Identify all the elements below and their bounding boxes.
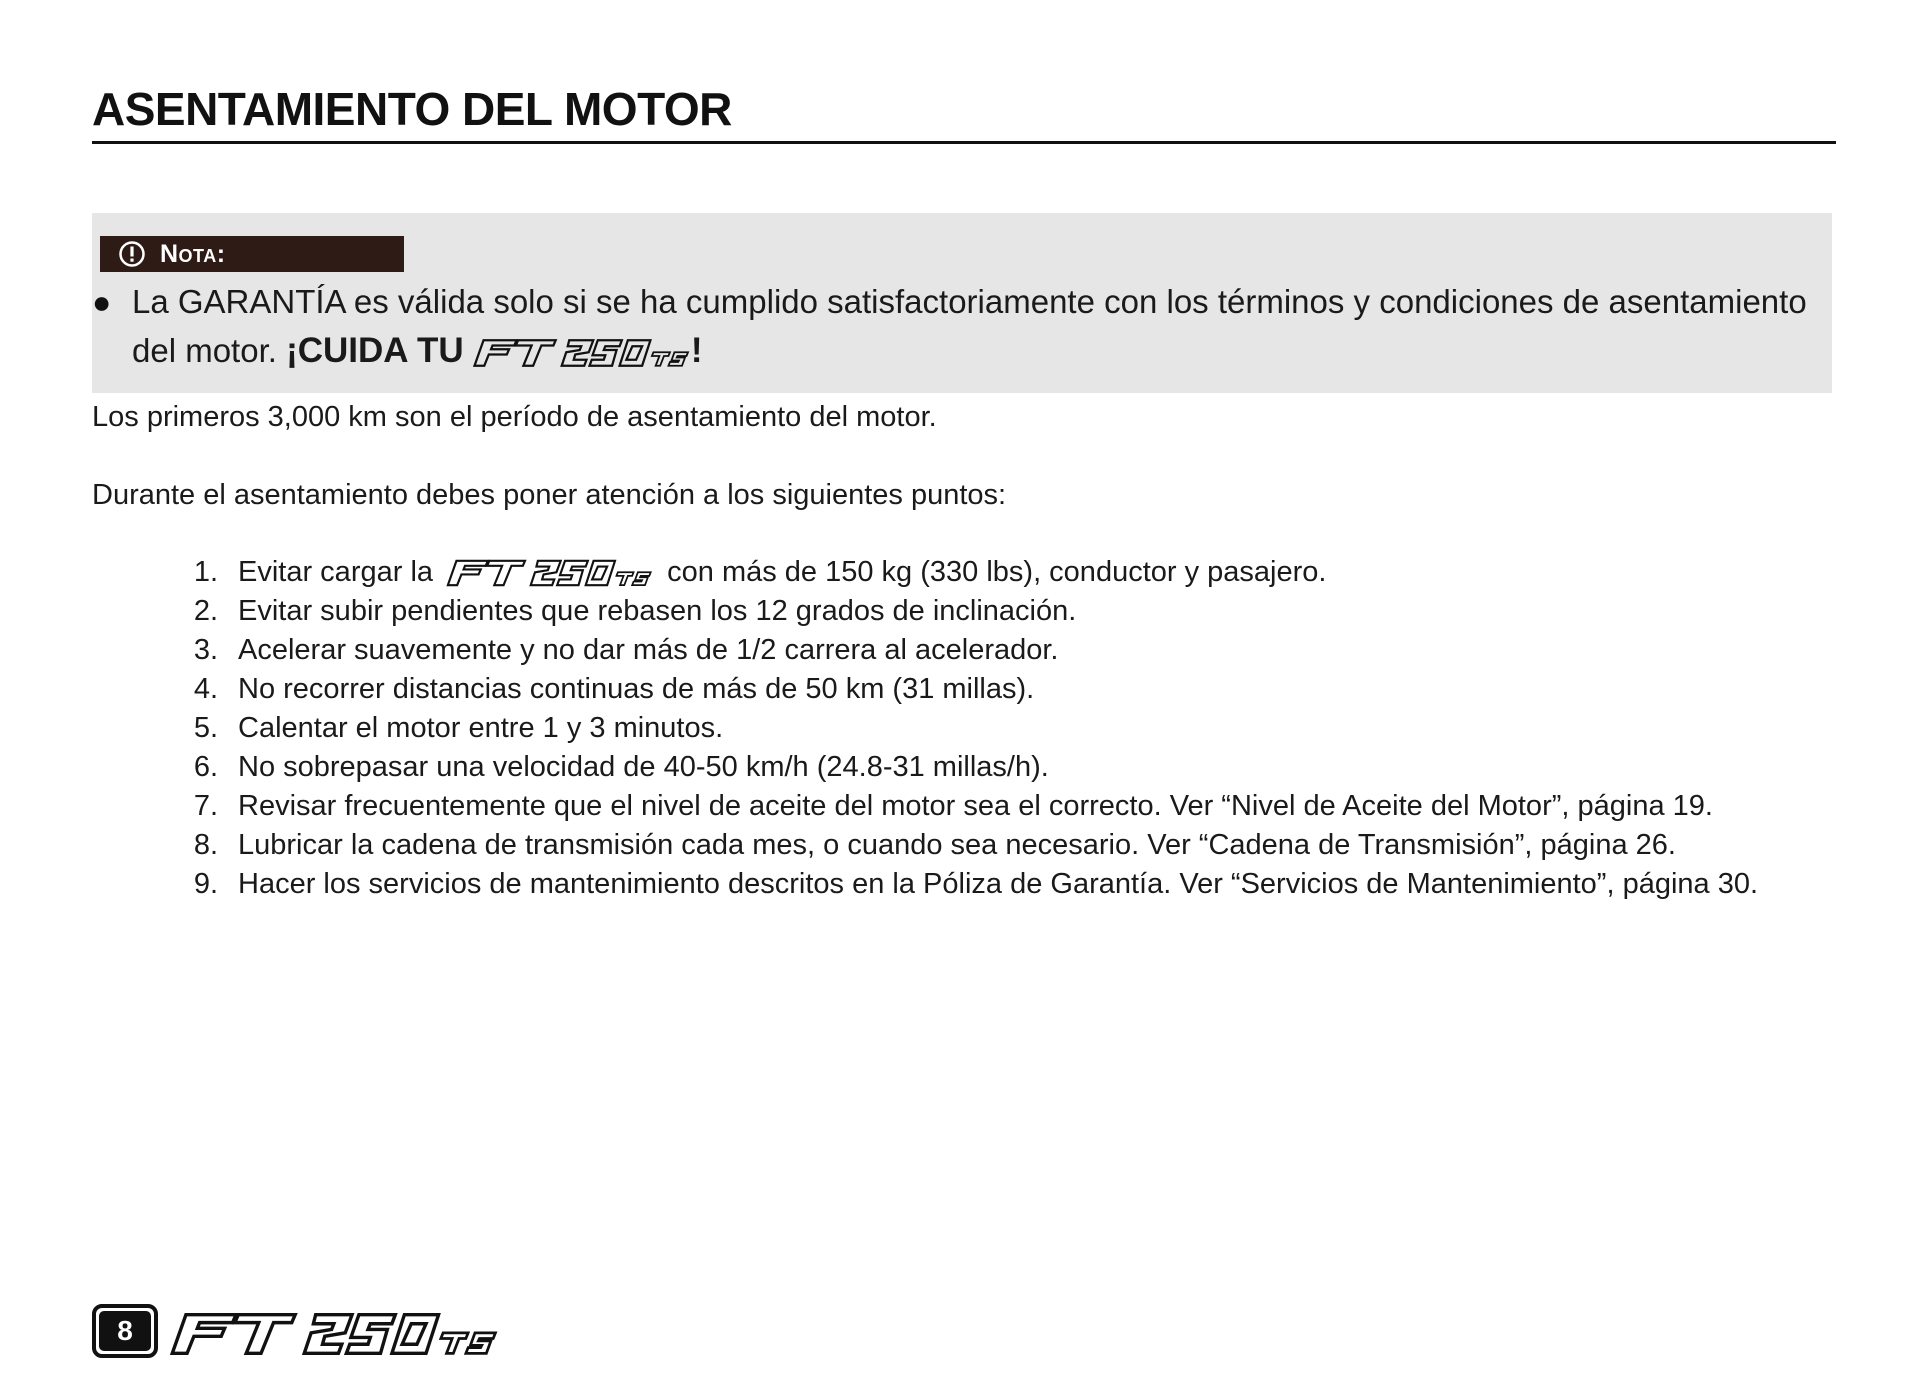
step-text: No recorrer distancias continuas de más de 50 km (31 millas). <box>238 673 1035 705</box>
exclamation-circle-icon <box>118 240 146 268</box>
page-number-badge <box>92 1304 158 1358</box>
page-number: 8 <box>99 1311 151 1351</box>
page-title: ASENTAMIENTO DEL MOTOR <box>92 83 732 135</box>
lead-paragraph: Durante el asentamiento debes poner atención a los siguientes puntos: <box>92 479 1007 511</box>
note-box <box>92 213 1832 393</box>
step-text: Hacer los servicios de mantenimiento descritos en la Póliza de Garantía. Ver “Servicios de Mantenimiento”, página 30. <box>238 868 1759 900</box>
note-emphasis: ¡CUIDA TU <box>286 331 464 370</box>
list-item <box>186 865 1758 904</box>
step-number: 2. <box>193 595 218 627</box>
footer-ft250ts-logo <box>170 1310 500 1358</box>
note-bullet: ● <box>92 284 112 320</box>
step-number: 3. <box>193 634 218 666</box>
step-text-before: Evitar cargar la <box>238 556 434 588</box>
step-text <box>238 553 1326 592</box>
note-label-text: Nota: <box>160 239 226 268</box>
note-text-prefix: del motor. <box>132 332 277 369</box>
step-number: 6. <box>193 751 218 783</box>
step-number: 8. <box>193 829 218 861</box>
step-number: 4. <box>193 673 218 705</box>
step-text: Revisar frecuentemente que el nivel de aceite del motor sea el correcto. Ver “Nivel de Aceite del Motor”, página 19. <box>238 790 1713 822</box>
note-label <box>100 236 404 272</box>
note-text-line2 <box>132 326 1832 375</box>
step-text: Lubricar la cadena de transmisión cada mes, o cuando sea necesario. Ver “Cadena de Transmisión”, página 26. <box>238 829 1676 861</box>
list-item <box>186 826 1758 865</box>
step-text: Evitar subir pendientes que rebasen los 12 grados de inclinación. <box>238 595 1077 627</box>
list-item <box>186 553 1758 592</box>
ft250ts-logo <box>473 337 691 369</box>
step-text: Calentar el motor entre 1 y 3 minutos. <box>238 712 724 744</box>
step-number: 9. <box>193 868 218 900</box>
list-item <box>186 748 1758 787</box>
step-number: 7. <box>193 790 218 822</box>
step-text-after: con más de 150 kg (330 lbs), conductor y pasajero. <box>667 556 1327 588</box>
note-text <box>132 277 1832 375</box>
note-text-line1: La GARANTÍA es válida solo si se ha cumplido satisfactoriamente con los términos y condiciones de asentamiento <box>132 283 1807 320</box>
step-text: Acelerar suavemente y no dar más de 1/2 carrera al acelerador. <box>238 634 1059 666</box>
title-divider <box>92 141 1836 144</box>
step-number: 1. <box>193 556 218 588</box>
list-item <box>186 592 1758 631</box>
breakin-steps-list <box>186 553 1758 904</box>
note-emphasis-end: ! <box>690 331 703 370</box>
list-item <box>186 709 1758 748</box>
list-item <box>186 631 1758 670</box>
ft250ts-logo <box>441 558 659 588</box>
step-text: No sobrepasar una velocidad de 40-50 km/h (24.8-31 millas/h). <box>238 751 1049 783</box>
step-number: 5. <box>193 712 218 744</box>
list-item <box>186 670 1758 709</box>
intro-paragraph: Los primeros 3,000 km son el período de asentamiento del motor. <box>92 401 937 433</box>
list-item <box>186 787 1758 826</box>
